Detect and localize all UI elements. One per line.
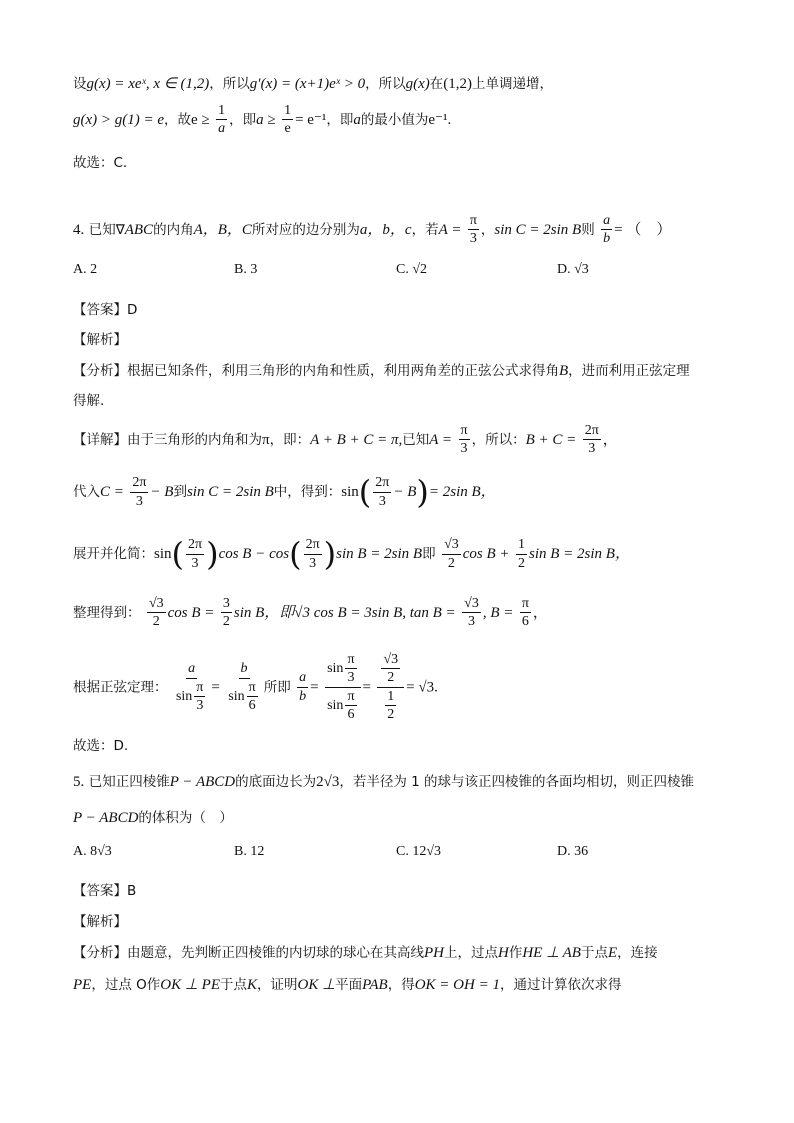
q4-option-d: D. √3 <box>557 262 589 277</box>
fraction-sin-ratio: sin $\frac{\pi}{3}$ sin $\frac{\pi}{6}$ <box>325 652 360 723</box>
q4-stem: 4. 已知∇ABC的内角A，B，C所对应的边分别为a，b，c，若A = $\frac{\pi}{3}$ ，sin C = 2sin B则 $\frac{a}{b}$ = （ ） <box>73 213 672 247</box>
prev-choice: 故选：C． <box>73 155 137 171</box>
fraction-1-over-2: $\frac{1}{2}$ <box>517 537 525 571</box>
q5-option-c: C. 12√3 <box>396 844 442 859</box>
q5-analysis-heading: 【解析】 <box>73 914 127 930</box>
fraction-pi-over-3: $\frac{\pi}{3}$ <box>460 423 468 457</box>
fraction-2pi-over-3: $\frac{2\pi}{3}$ <box>188 537 203 571</box>
fraction-2pi-over-3: $\frac{2\pi}{3}$ <box>375 475 390 509</box>
fraction-sqrt3-over-3: $\frac{√3}{3}$ <box>464 596 479 630</box>
q4-detail-line-4: 整理得到： $\frac{√3}{2}$ cos B = $\frac{3}{2}$ sin B，即√3 cos B = 3sin B, tan B = $\frac{√3}{3}$ , B = $\frac{\pi}{6}$ ， <box>73 596 548 630</box>
fraction-2pi-over-3: $\frac{2\pi}{3}$ <box>132 475 147 509</box>
q4-detail-line-5: 根据正弦定理： a sin $\frac{\pi}{3}$ = b sin $\frac{\pi}{6}$ 所即 $\frac{a}{b}$ = sin $\frac{\pi}{3}$ sin $\frac{\pi}{6}$ = $\frac{\frac{√3}{2}}{\frac{1}{2}}$ = √3. <box>73 652 438 723</box>
fraction-pi-over-6: $\frac{\pi}{6}$ <box>521 596 529 630</box>
q4-option-b: B. 3 <box>234 262 258 277</box>
fraction-sqrt3-over-2: $\frac{√3}{2}$ <box>444 537 459 571</box>
fraction-b-over-sin-pi6: b sin $\frac{\pi}{6}$ <box>228 661 256 713</box>
q4-detail-line-2: 代入C = $\frac{2\pi}{3}$ − B到sin C = 2sin B中，得到：sin( $\frac{2\pi}{3}$ − B)= 2sin B， <box>73 473 496 511</box>
fraction-a-over-sin-pi3: a sin $\frac{\pi}{3}$ <box>175 661 204 713</box>
q4-analysis-heading: 【解析】 <box>73 332 127 348</box>
fraction-pi-over-3: $\frac{\pi}{3}$ <box>469 213 477 247</box>
q4-option-a: A. 2 <box>73 262 98 277</box>
q4-answer: 【答案】D <box>73 302 138 318</box>
prev-line-2: g(x) > g(1) = e，故e ≥ $\frac{1}{a}$ ，即a ≥ $\frac{1}{e}$ = e⁻¹，即a的最小值为e⁻¹. <box>73 103 452 137</box>
q4-detail-line-1: 【详解】由于三角形的内角和为π，即：A + B + C = π,已知A = $\frac{\pi}{3}$ ，所以：B + C = $\frac{2\pi}{3}$ ， <box>73 423 618 457</box>
fraction-1-over-a: $\frac{1}{a}$ <box>218 103 226 137</box>
q5-answer: 【答案】B <box>73 883 137 899</box>
fraction-3-over-2: $\frac{3}{2}$ <box>222 596 230 630</box>
fraction-compound: $\frac{\frac{√3}{2}}{\frac{1}{2}}$ <box>377 652 404 723</box>
q5-option-a: A. 8√3 <box>73 844 112 859</box>
q4-option-c: C. √2 <box>396 262 428 277</box>
fraction-1-over-e: $\frac{1}{e}$ <box>284 103 292 137</box>
prev-line-1: 设g(x) = xeˣ, x ∈ (1,2)，所以g′(x) = (x+1)eˣ > 0，所以g(x)在(1,2)上单调递增， <box>73 76 554 92</box>
fraction-2pi-over-3: $\frac{2\pi}{3}$ <box>584 423 599 457</box>
q5-stem-line-1: 5. 已知正四棱锥P − ABCD的底面边长为2√3，若半径为 1 的球与该正四棱锥的各面均相切，则正四棱锥 <box>73 774 695 790</box>
q5-fenxi-line-1: 【分析】由题意，先判断正四棱锥的内切球的球心在其高线PH上，过点H作HE ⊥ AB于点E，连接 <box>73 945 658 961</box>
q5-fenxi-line-2: PE，过点 O作OK ⊥ PE于点K，证明OK ⊥平面PAB，得OK = OH = 1，通过计算依次求得 <box>73 977 622 993</box>
q4-detail-line-3: 展开并化简：sin( $\frac{2\pi}{3}$ )cos B − cos( $\frac{2\pi}{3}$ )sin B = 2sin B即 $\frac{√3}{2}$ cos B + $\frac{1}{2}$ sin B = 2sin B， <box>73 535 630 573</box>
fraction-sqrt3-over-2: $\frac{√3}{2}$ <box>148 596 164 630</box>
q5-stem-line-2: P − ABCD的体积为（ ） <box>73 810 233 826</box>
q4-choice: 故选：D. <box>73 738 129 754</box>
q5-option-d: D. 36 <box>557 844 589 859</box>
fraction-2pi-over-3: $\frac{2\pi}{3}$ <box>305 537 320 571</box>
q4-fenxi-line-2: 得解. <box>73 393 105 409</box>
fraction-a-over-b: $\frac{a}{b}$ <box>603 213 611 247</box>
q4-fenxi-line-1: 【分析】根据已知条件，利用三角形的内角和性质，利用两角差的正弦公式求得角B，进而利用正弦定理 <box>73 363 690 379</box>
fraction-a-over-b: $\frac{a}{b}$ <box>299 670 307 704</box>
q5-option-b: B. 12 <box>234 844 265 859</box>
